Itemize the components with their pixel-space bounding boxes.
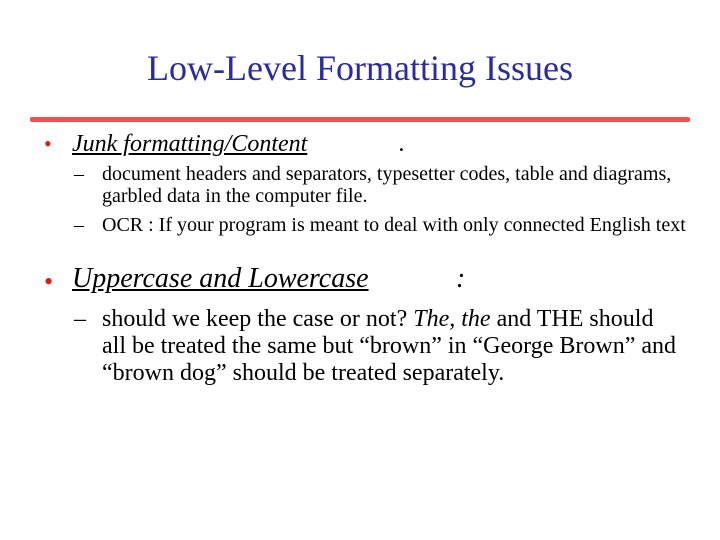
sub-item-text: document headers and separators, typesetter codes, table and diagrams, garbled data in the computer file. bbox=[102, 163, 672, 207]
bullet-trail: . bbox=[399, 131, 405, 157]
slide-title: Low-Level Formatting Issues bbox=[147, 48, 573, 88]
bullet-dot-icon: • bbox=[44, 267, 54, 296]
case-text-italic: The, the bbox=[413, 306, 491, 332]
title-divider bbox=[30, 117, 690, 122]
bullet-trail: : bbox=[456, 263, 466, 294]
dash-icon: – bbox=[74, 214, 84, 236]
dash-icon: – bbox=[74, 306, 86, 332]
sub-item-text bbox=[102, 306, 682, 387]
bullet-label: Junk formatting/Content bbox=[72, 131, 308, 157]
dash-icon: – bbox=[74, 163, 84, 185]
case-text-after: and THE should all be treated the same but “brown” in “George Brown” and “brown dog” should be treated separately. bbox=[102, 306, 677, 386]
bullet-label: Uppercase and Lowercase bbox=[72, 263, 369, 294]
case-text-before: should we keep the case or not? bbox=[102, 306, 414, 332]
bullet-dot-icon: • bbox=[44, 131, 52, 156]
sub-item-text: OCR : If your program is meant to deal with only connected English text bbox=[102, 214, 686, 236]
